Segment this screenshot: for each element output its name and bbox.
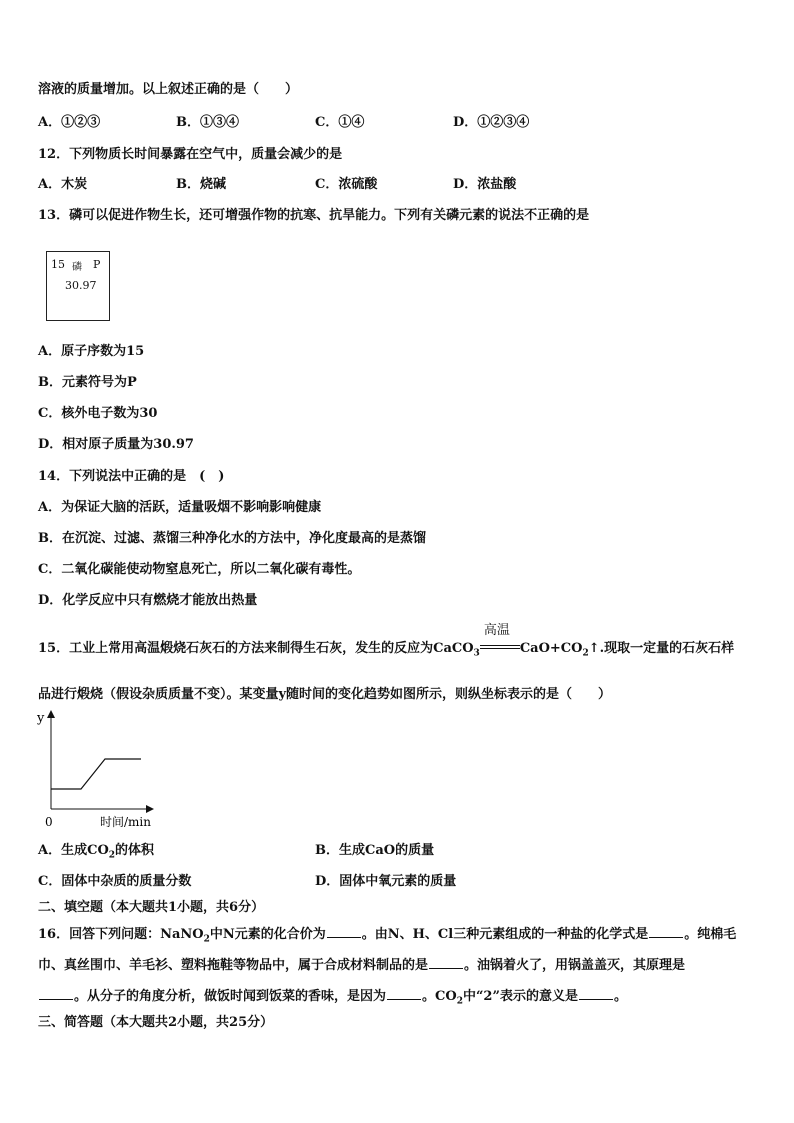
q15-stem-pre: 15．工业上常用高温煅烧石灰石的方法来制得生石灰，发生的反应为 (38, 641, 434, 656)
q15-stem-line1 (38, 623, 735, 663)
q15-option-b-pre: B．生成 (315, 843, 365, 858)
q14-option-c[interactable]: C．二氧化碳能使动物窒息死亡，所以二氧化碳有毒性。 (38, 562, 361, 577)
q12-option-a[interactable]: A．木炭 (38, 177, 88, 192)
series-line (51, 759, 141, 789)
answer-blank-1[interactable] (327, 925, 361, 938)
q15-option-d[interactable]: D．固体中氧元素的质量 (315, 874, 457, 889)
q14-option-a[interactable]: A．为保证大脑的活跃，适量吸烟不影响影响健康 (38, 500, 322, 515)
q16-text-5: 巾、真丝围巾、羊毛衫、塑料拖鞋等物品中，属于合成材料制品的是 (38, 958, 429, 973)
q16-text-3: 。由N、H、Cl三种元素组成的一种盐的化学式是 (361, 927, 649, 942)
q14-stem: 14．下列说法中正确的是 ( ) (38, 469, 225, 484)
q15-option-a-sub: 2 (108, 850, 116, 861)
q15-stem-line2: 品进行煅烧（假设杂质质量不变）。某变量y随时间的变化趋势如图所示，则纵坐标表示的是（ ） (38, 687, 612, 702)
element-name: 磷 (72, 262, 82, 273)
q15-stem-post: ↑.现取一定量的石灰石样 (588, 641, 735, 656)
q13-option-c[interactable]: C．核外电子数为30 (38, 406, 158, 421)
origin-label: 0 (45, 815, 53, 829)
q16-text-2: 中N元素的化合价为 (209, 927, 326, 942)
q11-option-d[interactable]: D．①②③④ (453, 115, 530, 130)
q16-sub-2: 2 (456, 996, 463, 1007)
reactant-subscript: 3 (473, 648, 480, 659)
q16-text-1: 16．回答下列问题：NaNO (38, 927, 204, 942)
q14-option-d[interactable]: D．化学反应中只有燃烧才能放出热量 (38, 593, 258, 608)
section-2-heading: 二、填空题（本大题共1小题，共6分） (38, 900, 265, 915)
q13-option-d[interactable]: D．相对原子质量为30.97 (38, 437, 194, 452)
q11-option-b[interactable]: B．①③④ (176, 115, 239, 130)
q16-text-4: 。纯棉毛 (684, 927, 737, 942)
q15-option-b-post: 的质量 (395, 843, 435, 858)
section-3-heading: 三、简答题（本大题共2小题，共25分） (38, 1015, 274, 1030)
q12-stem: 12．下列物质长时间暴露在空气中，质量会减少的是 (38, 147, 343, 162)
element-card-phosphorus (46, 251, 110, 321)
q16-text-10: 。 (613, 989, 627, 1004)
q11-option-c[interactable]: C．①④ (315, 115, 365, 130)
product-subscript: 2 (582, 648, 589, 659)
q15-option-c[interactable]: C．固体中杂质的质量分数 (38, 874, 192, 889)
answer-blank-3[interactable] (429, 956, 463, 969)
q12-option-c[interactable]: C．浓硫酸 (315, 177, 378, 192)
atomic-number: 15 (51, 258, 65, 271)
reaction-condition: 高温 (483, 623, 510, 638)
q11-option-a[interactable]: A．①②③ (38, 115, 101, 130)
q15-option-a-post: 的体积 (115, 843, 155, 858)
q15-option-a-chem: CO (87, 843, 109, 858)
q15-option-a[interactable] (38, 842, 154, 865)
q15-option-a-pre: A．生成 (38, 843, 88, 858)
x-axis-label: 时间/min (100, 815, 151, 829)
q16-line2 (38, 956, 685, 975)
q12-option-d[interactable]: D．浓盐酸 (453, 177, 517, 192)
q13-stem: 13．磷可以促进作物生长，还可增强作物的抗寒、抗旱能力。下列有关磷元素的说法不正确的是 (38, 208, 590, 223)
q13-option-a[interactable]: A．原子序数为15 (38, 344, 145, 359)
reaction-arrow (480, 623, 520, 652)
q16-line1 (38, 925, 736, 949)
y-axis-arrow-icon (47, 710, 55, 718)
q15-graph (30, 708, 170, 836)
x-axis-arrow-icon (146, 805, 154, 813)
answer-blank-6[interactable] (579, 987, 613, 1000)
q15-option-b-chem: CaO (365, 843, 396, 858)
answer-blank-4[interactable] (39, 987, 73, 1000)
element-symbol: P (93, 258, 101, 271)
answer-blank-5[interactable] (387, 987, 421, 1000)
q11-tail: 溶液的质量增加。以上叙述正确的是（ ） (38, 82, 299, 97)
product-formula: CaO+CO (519, 641, 583, 656)
q16-text-6: 。油锅着火了，用锅盖盖灭，其原理是 (464, 958, 686, 973)
q12-option-b[interactable]: B．烧碱 (176, 177, 226, 192)
answer-blank-2[interactable] (649, 925, 683, 938)
q16-sub-1: 2 (203, 934, 210, 945)
atomic-mass: 30.97 (65, 279, 97, 292)
q15-option-b[interactable] (315, 842, 434, 860)
q16-text-9: 中“2”表示的意义是 (462, 989, 578, 1004)
q16-line3 (38, 987, 627, 1011)
q16-text-8: 。CO (422, 989, 457, 1004)
q13-option-b[interactable]: B．元素符号为P (38, 375, 137, 390)
q16-text-7: 。从分子的角度分析，做饭时闻到饭菜的香味，是因为 (74, 989, 387, 1004)
y-axis-label: y (37, 711, 45, 726)
reactant-formula: CaCO (433, 641, 474, 656)
q14-option-b[interactable]: B．在沉淀、过滤、蒸馏三种净化水的方法中，净化度最高的是蒸馏 (38, 531, 426, 546)
